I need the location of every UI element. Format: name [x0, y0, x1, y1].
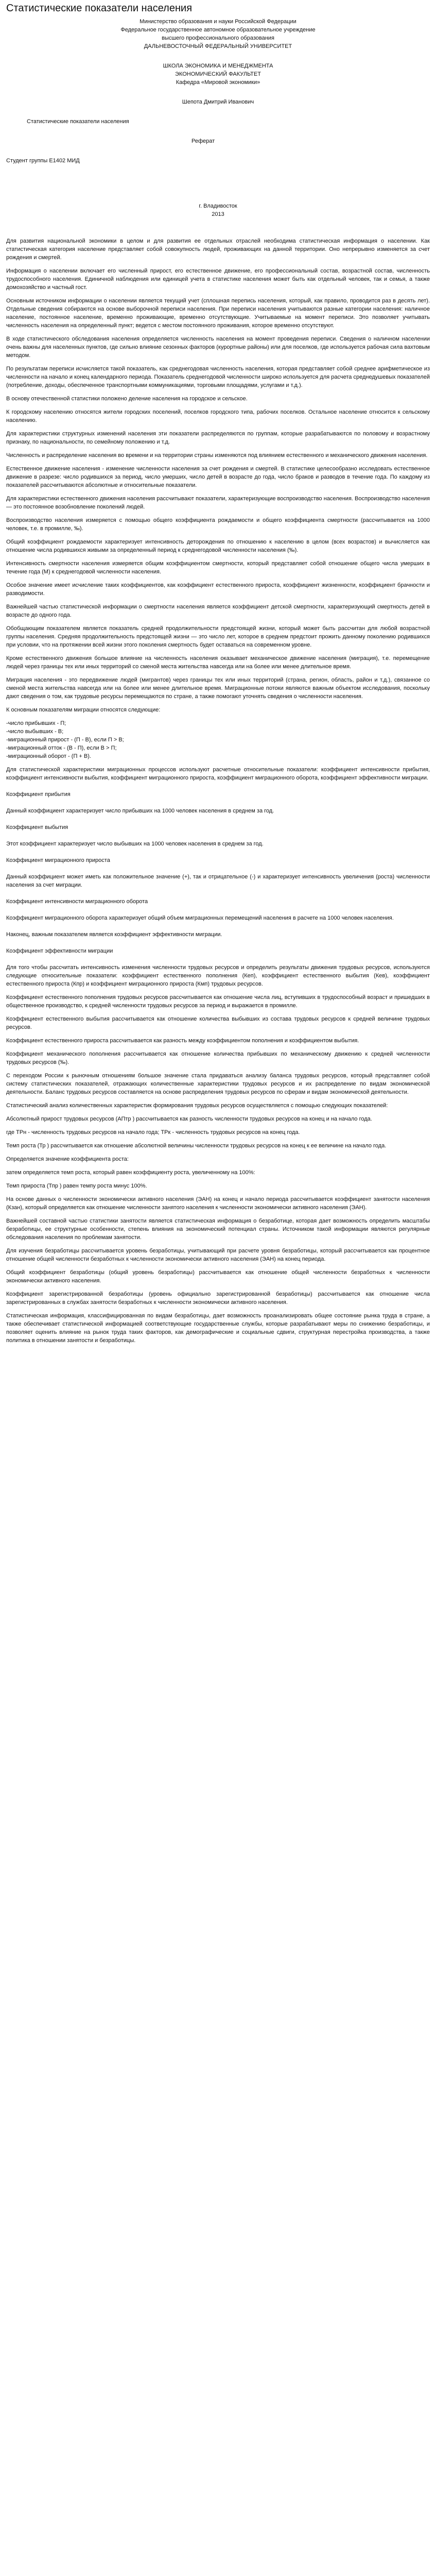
paragraph: Особое значение имеет исчисление таких коэффициентов, как коэффициент естественного прироста, коэффициент жизненности, коэффициент брачности и разводимости. [6, 582, 430, 597]
subhead-migration-turnover: Коэффициент интенсивности миграционного оборота [6, 899, 148, 905]
paragraph: Темп роста (Тр ) рассчитывается как отношение абсолютной величины численности трудовых ресурсов на конец к ее величине на начало года. [6, 1143, 387, 1149]
faculty-name: ЭКОНОМИЧЕСКИЙ ФАКУЛЬТЕТ [175, 71, 261, 77]
paragraph: Коэффициент зарегистрированной безработицы (уровень официально зарегистрированной безработицы) рассчитывается как отношение числа зарегистрированных в службах занятости безработных к численности экономически активного населения. [6, 1291, 430, 1306]
title-page [6, 18, 430, 237]
paragraph: Для того чтобы рассчитать интенсивность изменения численности трудовых ресурсов и определить результаты движения трудовых ресурсов, используются следующие относительные показатели: коэффициент естественного пополнения (Кеп), коэффициент естественного выбытия (Кев), коэффициент естественного прироста (Кпр) и коэффициент миграционного прироста (Кмп) трудовых ресурсов. [6, 964, 430, 987]
work-type: Реферат [191, 138, 215, 144]
paragraph: Численность и распределение населения во времени и на территории страны изменяются под влиянием естественного и механического движения населения. [6, 452, 428, 459]
paragraph: Миграция населения - это передвижение людей (мигрантов) через границы тех или иных территорий (страна, регион, область, район и т.д.), связанное со сменой места жительства навсегда или на более или менее длительное время. Миграционные потоки являются важным объектом исследования, поскольку дают сведения о том, как трудовые ресурсы перемещаются по стране, а также помогают уточнять сведения о численности населения. [6, 677, 430, 700]
city: г. Владивосток [199, 203, 237, 209]
subhead-migration-growth: Коэффициент миграционного прироста [6, 857, 110, 863]
list-item: -число прибывших - П; [6, 720, 66, 726]
institution-line-1: Федеральное государственное автономное образовательное учреждение [120, 27, 316, 33]
coef-arrival-desc: Данный коэффициент характеризует число прибывших на 1000 человек населения в среднем за год. [6, 808, 274, 814]
paragraph: Естественное движение населения - изменение численности населения за счет рождения и смертей. В статистике целесообразно исследовать естественное движение в разрезе: число родившихся за период, число умерших, число детей в возрасте до года, число браков и разводов в течение года. По каждому из показателей рассчитываются абсолютные и относительные показатели. [6, 466, 430, 488]
paragraph: С переходом России к рыночным отношениям большое значение стала придаваться анализу баланса трудовых ресурсов, который представляет собой систему статистических показателей, отражающих количественные характеристики трудовых ресурсов и их распределение по видам экономической деятельности. Баланс трудовых ресурсов составляется на основе распределения трудовых ресурсов по сферам и видам экономической деятельности. [6, 1073, 430, 1095]
paragraph: Коэффициент естественного прироста рассчитывается как разность между коэффициентом пополнения и коэффициентом выбытия. [6, 1038, 359, 1044]
student-group: Студент группы Е1402 МИД [6, 158, 80, 164]
paragraph: Информация о населении включает его численный прирост, его естественное движение, его профессиональный состав, возрастной состав, численность трудоспособного населения. Единичной наблюдения или единицей учета в статистике населения может быть как отдельный человек, так и семья, а также домохозяйство и частный гост. [6, 268, 430, 291]
paragraph: Для статистической характеристики миграционных процессов используют расчетные относительные показатели: коэффициент интенсивности прибытия, коэффициент интенсивности выбытия, коэффициент миграционного прироста, коэффициент миграционного оборота, коэффициент эффективности миграции. [6, 767, 430, 781]
institution-line-2: высшего профессионального образования [162, 35, 274, 41]
paragraph: Коэффициент естественного выбытия рассчитывается как отношение количества выбывших из состава трудовых ресурсов к средней величине трудовых ресурсов. [6, 1016, 430, 1030]
paragraph: Определяется значение коэффициента роста: [6, 1156, 129, 1162]
subhead-arrival: Коэффициент прибытия [6, 791, 71, 798]
paragraph: Общий коэффициент рождаемости характеризует интенсивность деторождения по отношению к населению в целом (всех возрастов) и вычисляется как отношение числа родившихся живыми за определенный период к среднегодовой численности населения (‰). [6, 539, 430, 553]
subhead-departure: Коэффициент выбытия [6, 824, 68, 831]
list-item: -миграционный отток - (В - П), если В > П; [6, 745, 117, 751]
ministry-line: Министерство образования и науки Российской Федерации [139, 19, 297, 25]
subject-line: Статистические показатели населения [27, 118, 129, 125]
paragraph: Коэффициент естественного пополнения трудовых ресурсов рассчитывается как отношение числа лиц, вступивших в трудоспособный возраст и пришедших в общественное производство, к средней численности трудовых ресурсов за период и выражается в промилле. [6, 994, 430, 1009]
author-name: Шепота Дмитрий Иванович [182, 99, 254, 105]
coef-turnover-desc: Коэффициент миграционного оборота характеризует общий объем миграционных перемещений населения в расчете на 1000 человек населения. [6, 915, 394, 921]
paragraph: Темп прироста (Тпр ) равен темпу роста минус 100%. [6, 1183, 147, 1189]
paragraph: К основным показателям миграции относятся следующие: [6, 707, 161, 713]
coef-efficiency-desc: Наконец, важным показателем является коэффициент эффективности миграции. [6, 931, 222, 938]
paragraph: Важнейшей составной частью статистики занятости является статистическая информация о безработице, которая дает возможность определить масштабы безработицы, ее структурные особенности, степень влияния на экономический потенциал страны. Источником такой информации являются регулярные обследования населения по проблемам занятости. [6, 1218, 430, 1241]
paragraph: Для изучения безработицы рассчитывается уровень безработицы, учитывающий при расчете уровня безработицы, который рассчитывается как процентное отношение общей численности безработных к численности экономически активного населения (ЭАН) на конец периода. [6, 1248, 430, 1262]
list-item: -миграционный оборот - (П + В). [6, 753, 91, 759]
paragraph: Воспроизводство населения измеряется с помощью общего коэффициента рождаемости и общего коэффициента смертности (рассчитывается на 1000 человек, т.е. в промилле, ‰). [6, 517, 430, 532]
paragraph: Обобщающим показателем является показатель средней продолжительности предстоящей жизни, который может быть рассчитан для любой возрастной группы населения. Средняя продолжительность предстоящей жизни — это число лет, которое в среднем предстоит прожить данному поколению родившихся при условии, что на протяжении всей жизни этого поколения смертность будет оставаться на современном уровне. [6, 625, 430, 648]
paragraph: Статистическая информация, классифицированная по видам безработицы, дает возможность проанализировать общее состояние рынка труда в стране, а также обеспечивает статистической информацией соответствующие государственные службы, которые разрабатывают меры по снижению безработицы, и позволяет оценить влияние на рынок труда таких факторов, как демографические и социальные сдвиги, структурная перестройка производства, а также политика в отношении занятости и безработицы. [6, 1313, 430, 1344]
school-name: ШКОЛА ЭКОНОМИКА И МЕНЕДЖМЕНТА [163, 63, 273, 69]
list-item: -миграционный прирост - (П - В), если П > В; [6, 737, 124, 743]
coef-growth-desc: Данный коэффициент может иметь как положительное значение (+), так и отрицательное (-) и характеризует интенсивность увеличения (роста) численности населения за счет миграции. [6, 874, 430, 888]
department-name: Кафедра «Мировой экономики» [176, 79, 260, 86]
paragraph: По результатам переписи исчисляется такой показатель, как среднегодовая численность населения, которая представляет собой среднее арифметическое из численности на начало и конец календарного периода. Показатель среднегодовой численности широко используется для расчета среднедушевых показателей (потребление, доходы, обеспеченное транспортными коммуникациями, торговыми площадями, услугами и т.д.). [6, 366, 430, 388]
list-item: -число выбывших - В; [6, 728, 64, 735]
university-name: ДАЛЬНЕВОСТОЧНЫЙ ФЕДЕРАЛЬНЫЙ УНИВЕРСИТЕТ [144, 43, 292, 49]
page-title: Статистические показатели населения [6, 3, 193, 14]
paragraph: Для развития национальной экономики в целом и для развития ее отдельных отраслей необходима статистическая информация о населении. Как статистическая категория население представляет собой совокупность людей, проживающих на данной территории. Оно непрерывно изменяется за счет рождения и смертей. [6, 238, 430, 261]
paragraph: Для характеристики структурных изменений населения эти показатели распределяются по группам, которые разрабатываются по половому и возрастному признаку, по национальности, по семейному положению и т.д. [6, 431, 430, 445]
paragraph: Важнейшей частью статистической информации о смертности населения является коэффициент детской смертности, характеризующий смертность детей в возрасте до одного года. [6, 604, 430, 618]
paragraph: На основе данных о численности экономически активного населения (ЭАН) на конец и начало периода рассчитывается коэффициент занятости населения (Кзан), который определяется как отношение численности занятого населения к численности экономически активного населения (ЭАН). [6, 1196, 430, 1211]
paragraph: К городскому населению относятся жители городских поселений, поселков городского типа, рабочих поселков. Остальное население относится к сельскому населению. [6, 409, 430, 423]
paragraph: где ТРн - численность трудовых ресурсов на начало года; ТРк - численность трудовых ресурсов на конец года. [6, 1129, 300, 1136]
paragraph: В основу отечественной статистики положено деление населения на городское и сельское. [6, 396, 248, 402]
paragraph: затем определяется темп роста, который равен коэффициенту роста, увеличенному на 100%: [6, 1170, 255, 1176]
subhead-efficiency: Коэффициент эффективности миграции [6, 948, 113, 954]
paragraph: В ходе статистического обследования населения определяется численность населения на момент проведения переписи. Сведения о наличном населении очень важны для населенных пунктов, где сильно влияние сезонных факторов (курортные районы) или для поселков, где используется рабочая сила вахтовым методом. [6, 336, 430, 359]
paragraph: Интенсивность смертности населения измеряется общим коэффициентом смертности, который представляет собой отношение общего числа умерших в течение года (М) к среднегодовой численности населения. [6, 561, 430, 575]
paragraph: Коэффициент механического пополнения рассчитывается как отношение количества прибывших по механическому движению к средней численности трудовых ресурсов (‰). [6, 1051, 430, 1065]
migration-list [6, 719, 430, 760]
paragraph: Общий коэффициент безработицы (общий уровень безработицы) рассчитывается как отношение общей численности безработных к численности экономически активного населения. [6, 1269, 430, 1284]
paragraph: Статистический анализ количественных характеристик формирования трудовых ресурсов осуществляется с помощью следующих показателей: [6, 1103, 388, 1109]
year: 2013 [212, 211, 224, 217]
paragraph: Для характеристики естественного движения населения рассчитывают показатели, характеризующие воспроизводство населения. Воспроизводство населения — это постоянное возобновление поколений людей. [6, 496, 430, 510]
paragraph: Абсолютный прирост трудовых ресурсов (АПтр ) рассчитывается как разность численности трудовых ресурсов на конец и на начало года. [6, 1116, 372, 1122]
paragraph: Основным источником информации о населении является текущий учет (сплошная перепись населения, который, как правило, проводится раз в десять лет). Отдельные сведения собираются на основе выборочной переписи населения. При переписи населения учитываются разные категории населения: наличное население, постоянное население, временно проживающие, временно отсутствующие. Учитываемые на момент переписи. Это позволяет учитывать численность населения на определенный пункт; ведется с местом постоянного проживания, которое временно отсутствуют. [6, 298, 430, 329]
coef-departure-desc: Этот коэффициент характеризует число выбывших на 1000 человек населения в среднем за год. [6, 841, 264, 847]
document-body [6, 237, 430, 1345]
paragraph: Кроме естественного движения большое влияние на численность населения оказывает механическое движение населения (миграция), т.е. перемещение людей через границы тех или иных территорий со сменой места жительства навсегда или на более или менее длительное время. [6, 655, 430, 670]
